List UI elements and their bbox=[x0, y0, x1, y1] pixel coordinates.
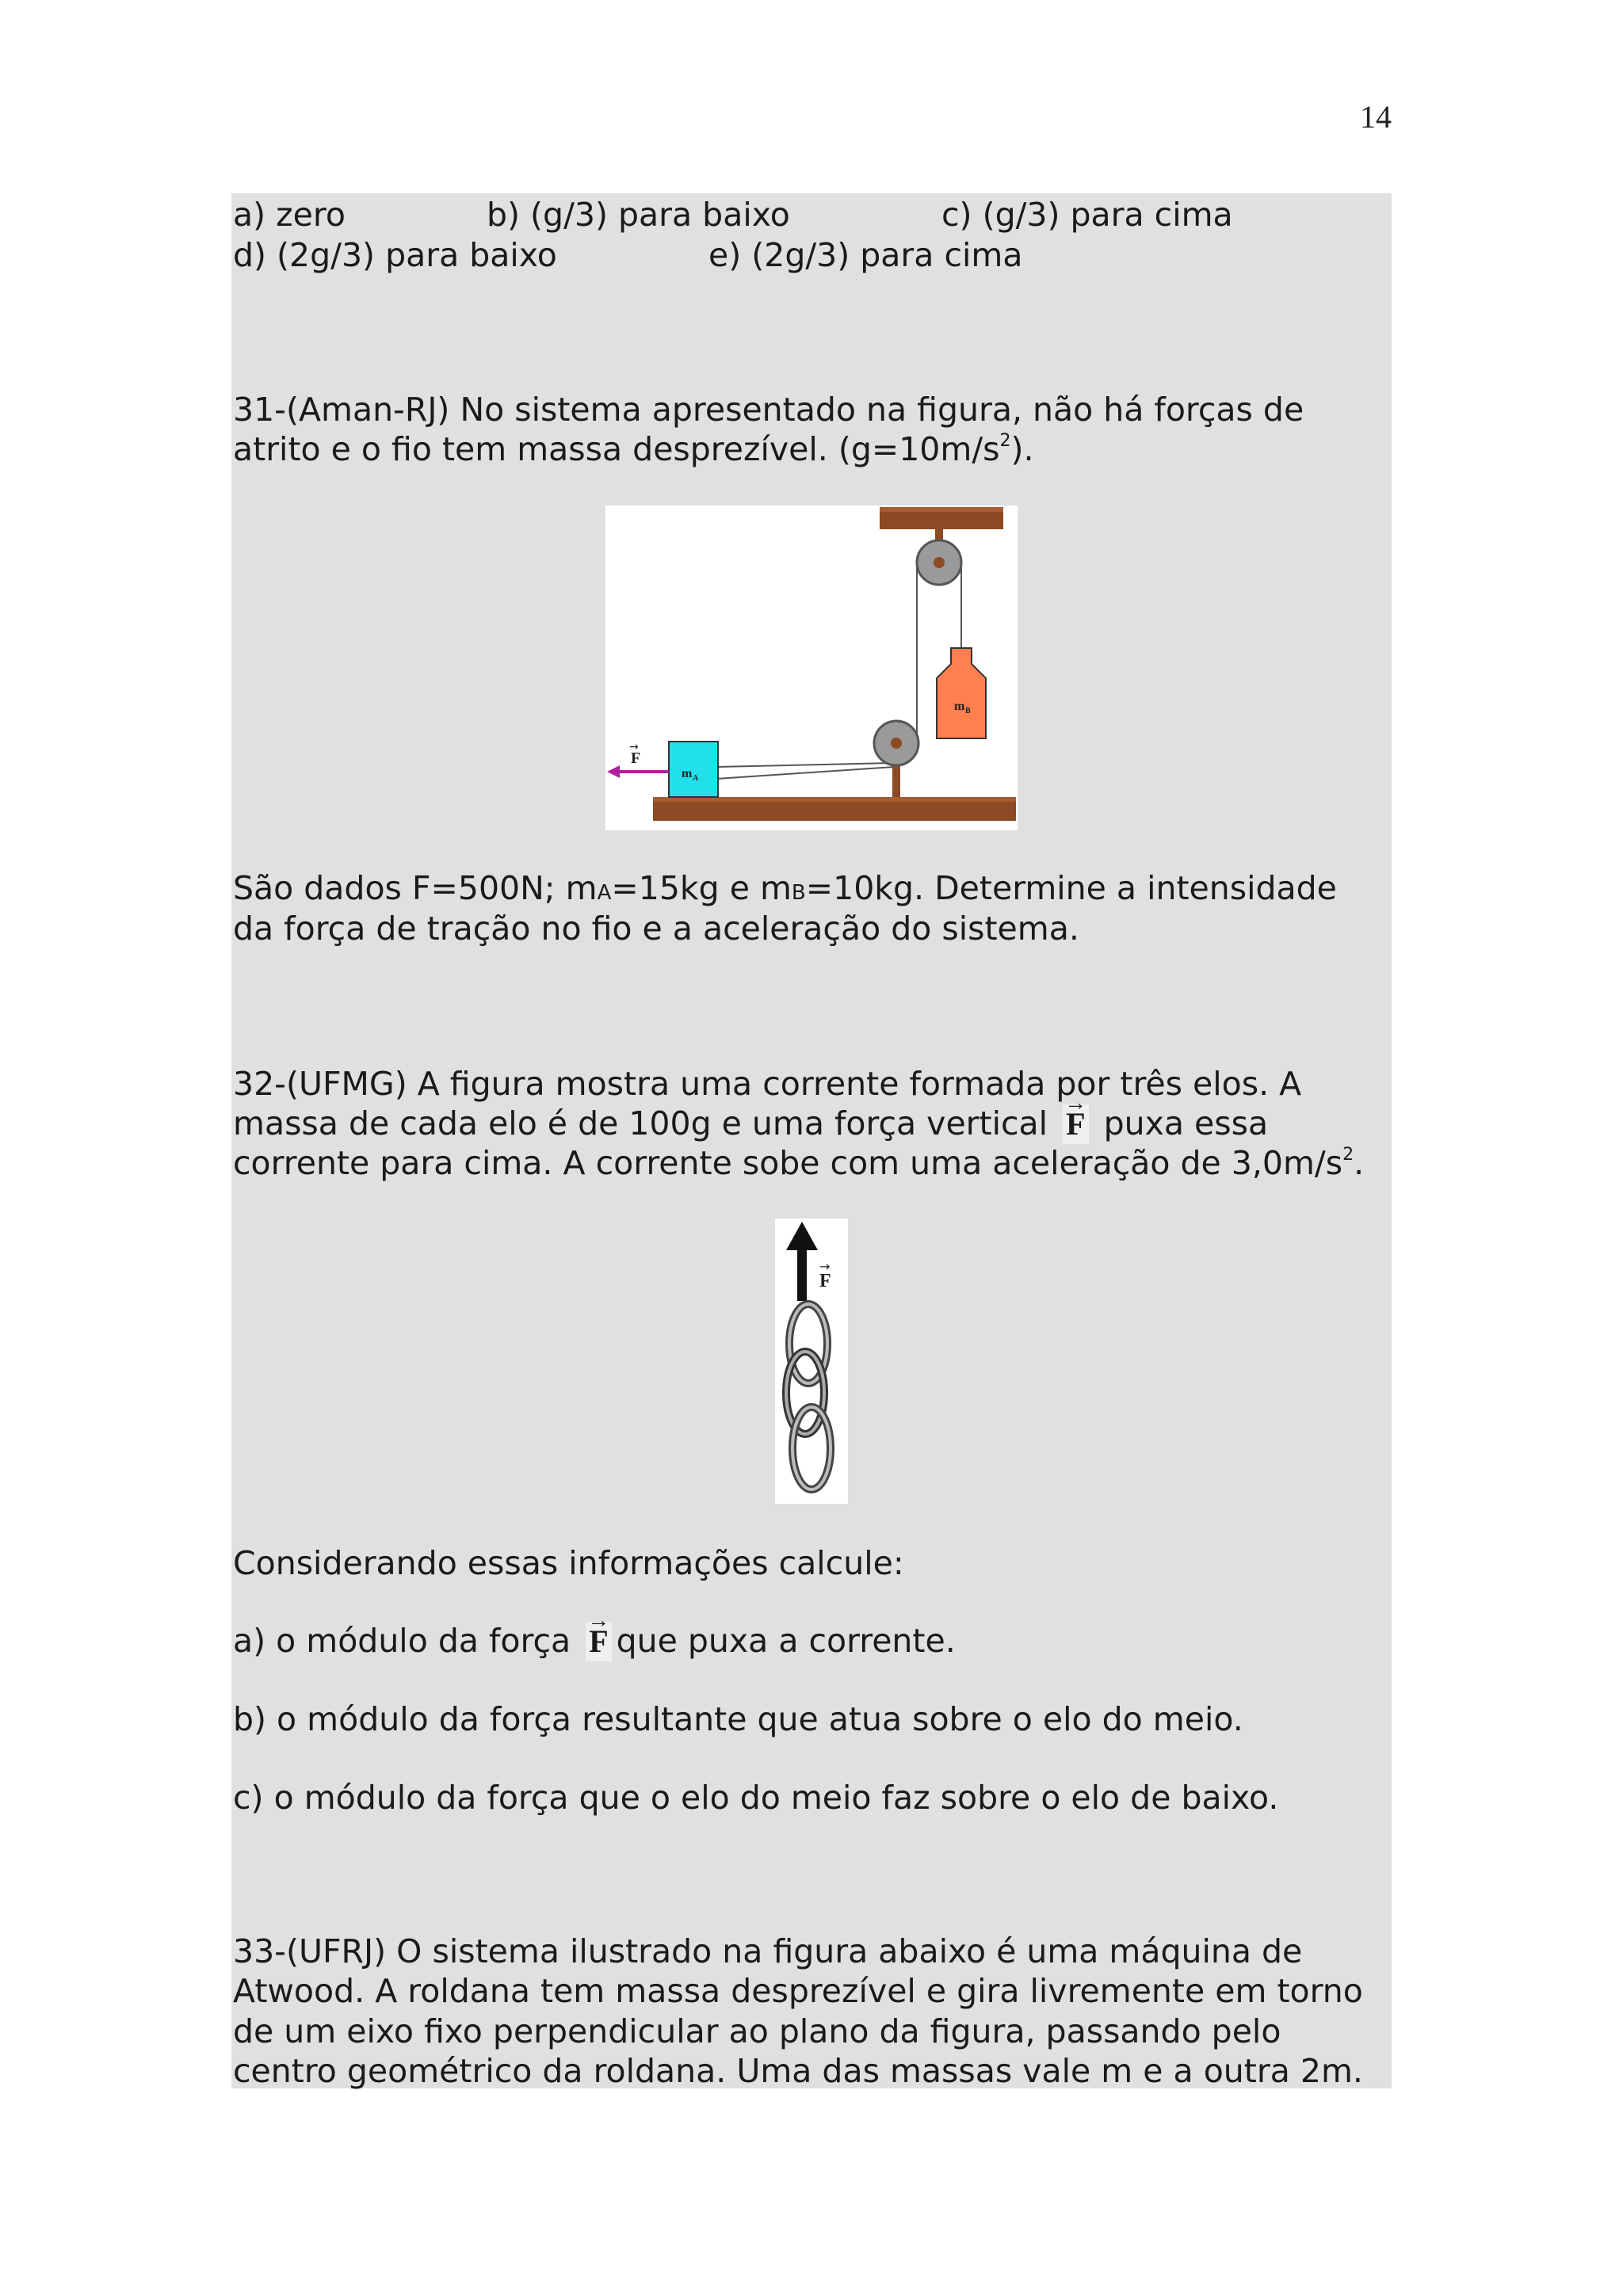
q31-text: atrito e o fio tem massa desprezível. (g=10m/s bbox=[233, 430, 1000, 468]
q32-item-a bbox=[233, 1621, 956, 1661]
q31-statement-line-2 bbox=[233, 429, 1034, 475]
q32-statement-line-1: 32-(UFMG) A figura mostra uma corrente formada por três elos. A bbox=[233, 1065, 1302, 1103]
subscript-a: A bbox=[597, 881, 612, 905]
q33-statement-line-2: Atwood. A roldana tem massa desprezível e gira livremente em torno bbox=[233, 1972, 1363, 2010]
superscript: 2 bbox=[999, 431, 1011, 451]
q31-data-text-end: =10kg. Determine a intensidade bbox=[805, 869, 1337, 907]
q31-data-text: São dados F=500N; m bbox=[233, 869, 598, 907]
svg-text:m: m bbox=[682, 767, 693, 780]
svg-text:→: → bbox=[819, 1259, 831, 1274]
q33-statement-line-4: centro geométrico da roldana. Uma das massas vale m e a outra 2m. bbox=[233, 2052, 1363, 2090]
q32-statement-line-3 bbox=[233, 1143, 1364, 1189]
q32-text-end: puxa essa bbox=[1103, 1104, 1269, 1142]
superscript: 2 bbox=[1342, 1145, 1354, 1165]
option-d: d) (2g/3) para baixo bbox=[233, 236, 557, 274]
q31-data-text-mid: =15kg e m bbox=[611, 869, 792, 907]
svg-text:m: m bbox=[954, 700, 965, 713]
q30-options-row-2 bbox=[233, 235, 1023, 354]
force-label: F bbox=[631, 749, 641, 767]
option-e: e) (2g/3) para cima bbox=[708, 236, 1023, 274]
svg-text:B: B bbox=[965, 707, 971, 715]
q32-text-3-end: . bbox=[1354, 1144, 1365, 1182]
q31-data-line-1 bbox=[233, 868, 1337, 913]
pulley-system-figure bbox=[605, 505, 1018, 830]
svg-text:A: A bbox=[693, 774, 699, 783]
q32-item-c: c) o módulo da força que o elo do meio faz sobre o elo de baixo. bbox=[233, 1779, 1279, 1817]
q32-statement-line-2 bbox=[233, 1104, 1268, 1144]
q32-text-3: corrente para cima. A corrente sobe com uma aceleração de 3,0m/s bbox=[233, 1144, 1343, 1182]
option-a: a) zero bbox=[233, 196, 346, 234]
item-a-text: a) o módulo da força bbox=[233, 1622, 571, 1660]
item-a-text-end: que puxa a corrente. bbox=[616, 1622, 956, 1660]
q32-item-b: b) o módulo da força resultante que atua sobre o elo do meio. bbox=[233, 1700, 1243, 1738]
q31-text-end: ). bbox=[1010, 430, 1034, 468]
option-c: c) (g/3) para cima bbox=[941, 196, 1233, 234]
force-vector-symbol: → F bbox=[1063, 1104, 1088, 1144]
page-number: 14 bbox=[1360, 99, 1392, 135]
q31-data-line-2: da força de tração no fio e a aceleração do sistema. bbox=[233, 910, 1079, 948]
force-label: F bbox=[819, 1271, 831, 1291]
option-b: b) (g/3) para baixo bbox=[487, 196, 790, 234]
q33-statement-line-3: de um eixo fixo perpendicular ao plano da figura, passando pelo bbox=[233, 2012, 1281, 2050]
q31-statement-line-1: 31-(Aman-RJ) No sistema apresentado na figura, não há forças de bbox=[233, 391, 1304, 429]
q33-statement-line-1: 33-(UFRJ) O sistema ilustrado na figura abaixo é uma máquina de bbox=[233, 1932, 1303, 1970]
subscript-b: B bbox=[791, 881, 806, 905]
force-vector-symbol: → F bbox=[586, 1622, 611, 1661]
q32-text: massa de cada elo é de 100g e uma força vertical bbox=[233, 1104, 1048, 1142]
q32-prompt: Considerando essas informações calcule: bbox=[233, 1544, 904, 1582]
chain-figure bbox=[775, 1219, 848, 1504]
svg-text:→: → bbox=[629, 741, 639, 753]
